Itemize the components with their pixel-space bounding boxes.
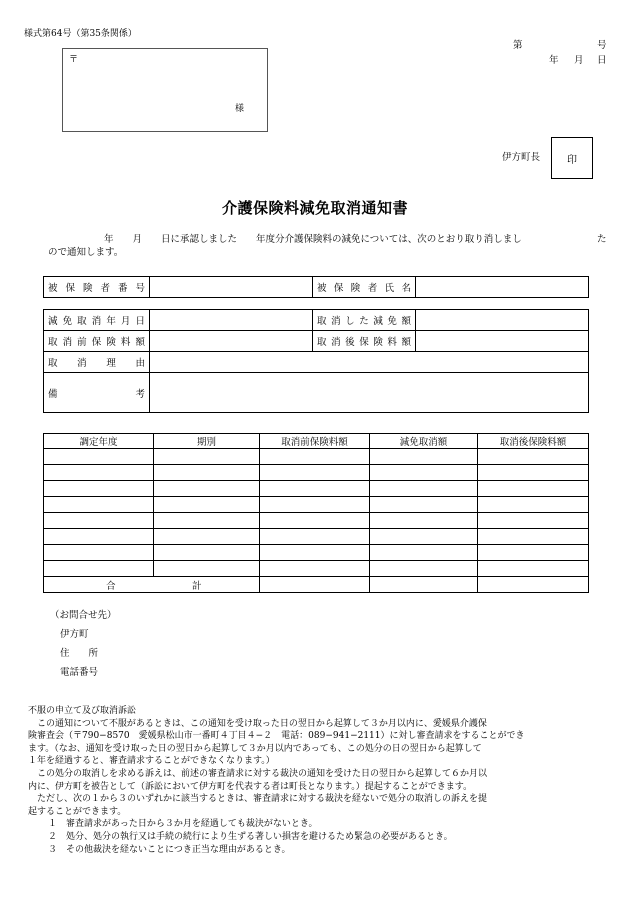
cell[interactable] bbox=[370, 513, 478, 529]
cell[interactable] bbox=[260, 465, 370, 481]
cell[interactable] bbox=[44, 529, 154, 545]
notice-p3-line1: ただし、次の１から３のいずれかに該当するときは、審査請求に対する裁決を経ないで処分の取消しの訴えを提 bbox=[37, 794, 488, 805]
contact-heading: （お問合せ先） bbox=[50, 610, 117, 621]
cell[interactable] bbox=[260, 561, 370, 577]
cell[interactable] bbox=[44, 497, 154, 513]
cell[interactable] bbox=[154, 513, 260, 529]
cell[interactable] bbox=[478, 529, 589, 545]
total-label-1: 合 bbox=[106, 581, 116, 592]
doc-date-month: 月 bbox=[574, 55, 584, 66]
table-row bbox=[44, 465, 589, 481]
cell[interactable] bbox=[478, 481, 589, 497]
header-reduction-cancel: 減免取消額 bbox=[370, 434, 478, 449]
cell[interactable] bbox=[478, 513, 589, 529]
cell[interactable] bbox=[44, 465, 154, 481]
notice-item-1: １ 審査請求があった日から３か月を経過しても裁決がないとき。 bbox=[48, 819, 318, 830]
notice-p1-line2: 険審査会（〒790−8570 愛媛県松山市一番町４丁目４−２ 電話：089−941−2111）に対し審査請求をすることができ bbox=[28, 731, 525, 742]
table-row bbox=[44, 561, 589, 577]
cell[interactable] bbox=[370, 465, 478, 481]
field-reason[interactable] bbox=[150, 352, 589, 373]
cell[interactable] bbox=[154, 545, 260, 561]
field-premium-before[interactable] bbox=[150, 331, 313, 352]
table-row bbox=[44, 529, 589, 545]
label-premium-after: 取消後保険料額 bbox=[313, 331, 416, 352]
insured-info-table bbox=[43, 276, 589, 298]
field-cancelled-reduction[interactable] bbox=[416, 310, 589, 331]
cell[interactable] bbox=[154, 449, 260, 465]
cell[interactable] bbox=[260, 513, 370, 529]
document-title: 介護保険料減免取消通知書 bbox=[221, 199, 408, 217]
cell[interactable] bbox=[370, 529, 478, 545]
notice-item-3: ３ その他裁決を経ないことにつき正当な理由があるとき。 bbox=[48, 844, 291, 855]
cell[interactable] bbox=[370, 449, 478, 465]
total-premium-after[interactable] bbox=[478, 577, 589, 593]
cell[interactable] bbox=[154, 481, 260, 497]
intro-line-1-tail: た bbox=[597, 234, 607, 245]
contact-town: 伊方町 bbox=[60, 629, 89, 640]
seal-box bbox=[551, 137, 593, 179]
table-row bbox=[44, 481, 589, 497]
field-cancel-date[interactable] bbox=[150, 310, 313, 331]
cell[interactable] bbox=[478, 497, 589, 513]
detail-table bbox=[43, 433, 589, 593]
table-row bbox=[44, 449, 589, 465]
label-cancelled-reduction: 取消した減免額 bbox=[313, 310, 416, 331]
cell[interactable] bbox=[44, 449, 154, 465]
label-insured-name: 被保険者氏名 bbox=[313, 277, 416, 298]
cell[interactable] bbox=[44, 545, 154, 561]
doc-number-go: 号 bbox=[597, 40, 607, 51]
cell[interactable] bbox=[478, 465, 589, 481]
cell[interactable] bbox=[260, 481, 370, 497]
cell[interactable] bbox=[44, 481, 154, 497]
cell[interactable] bbox=[44, 561, 154, 577]
appeal-notice bbox=[28, 705, 618, 856]
cell[interactable] bbox=[154, 561, 260, 577]
contact-address-label: 住 所 bbox=[60, 648, 99, 659]
issuer-name: 伊方町長 bbox=[502, 152, 541, 163]
cell[interactable] bbox=[260, 497, 370, 513]
notice-p3-line2: 起することができます。 bbox=[28, 806, 127, 817]
label-remarks: 備考 bbox=[44, 373, 150, 413]
notice-p1-line1: この通知について不服があるときは、この通知を受け取った日の翌日から起算して３か月以内に、愛媛県介護保 bbox=[37, 718, 487, 729]
header-period: 期別 bbox=[154, 434, 260, 449]
field-remarks[interactable] bbox=[150, 373, 589, 413]
field-premium-after[interactable] bbox=[416, 331, 589, 352]
header-premium-before: 取消前保険料額 bbox=[260, 434, 370, 449]
total-premium-before[interactable] bbox=[260, 577, 370, 593]
cell[interactable] bbox=[44, 513, 154, 529]
cell[interactable] bbox=[260, 449, 370, 465]
cell[interactable] bbox=[154, 497, 260, 513]
notice-item-2: ２ 処分、処分の執行又は手続の続行により生ずる著しい損害を避けるため緊急の必要があるとき。 bbox=[48, 831, 453, 842]
doc-date-day: 日 bbox=[597, 55, 607, 66]
postal-mark: 〒 bbox=[69, 55, 79, 65]
label-insured-number: 被保険者番号 bbox=[44, 277, 150, 298]
total-label-cell bbox=[44, 577, 260, 593]
cancellation-table bbox=[43, 309, 589, 413]
cell[interactable] bbox=[478, 449, 589, 465]
form-id: 様式第64号（第35条関係） bbox=[24, 29, 137, 39]
notice-p2-line2: 内に、伊方町を被告として（訴訟において伊方町を代表する者は町長となります。）提起することができます。 bbox=[28, 781, 473, 792]
total-label-2: 計 bbox=[192, 581, 202, 592]
cell[interactable] bbox=[370, 481, 478, 497]
cell[interactable] bbox=[478, 545, 589, 561]
seal-label: 印 bbox=[567, 154, 577, 166]
contact-phone-label: 電話番号 bbox=[60, 667, 99, 678]
intro-line-1: 年 月 日に承認しました 年度分介護保険料の減免については、次のとおり取り消しまし bbox=[104, 234, 522, 245]
address-box bbox=[62, 48, 268, 132]
label-premium-before: 取消前保険料額 bbox=[44, 331, 150, 352]
cell[interactable] bbox=[478, 561, 589, 577]
cell[interactable] bbox=[154, 465, 260, 481]
cell[interactable] bbox=[260, 545, 370, 561]
doc-date-year: 年 bbox=[549, 55, 559, 66]
cell[interactable] bbox=[260, 529, 370, 545]
label-cancel-date: 減免取消年月日 bbox=[44, 310, 150, 331]
cell[interactable] bbox=[370, 561, 478, 577]
notice-p2-line1: この処分の取消しを求める訴えは、前述の審査請求に対する裁決の通知を受けた日の翌日から起算して６か月以 bbox=[37, 768, 488, 779]
header-premium-after: 取消後保険料額 bbox=[478, 434, 589, 449]
table-row bbox=[44, 513, 589, 529]
field-insured-number[interactable] bbox=[150, 277, 313, 298]
intro-line-2: ので通知します。 bbox=[48, 247, 124, 258]
notice-p1-line3: ます。（なお、通知を受け取った日の翌日から起算して３か月以内であっても、この処分の日の翌日から起算して bbox=[28, 743, 482, 754]
notice-heading: 不服の申立て及び取消訴訟 bbox=[28, 706, 137, 716]
notice-p1-line4: １年を経過すると、審査請求することができなくなります。） bbox=[28, 756, 275, 767]
doc-number-dai: 第 bbox=[513, 40, 523, 51]
label-reason: 取消理由 bbox=[44, 352, 150, 373]
recipient-honorific: 様 bbox=[235, 104, 245, 114]
table-row bbox=[44, 497, 589, 513]
table-row bbox=[44, 545, 589, 561]
field-insured-name[interactable] bbox=[416, 277, 589, 298]
total-reduction-cancel[interactable] bbox=[370, 577, 478, 593]
cell[interactable] bbox=[370, 545, 478, 561]
cell[interactable] bbox=[154, 529, 260, 545]
header-fiscal-year: 調定年度 bbox=[44, 434, 154, 449]
cell[interactable] bbox=[370, 497, 478, 513]
total-row bbox=[44, 577, 589, 593]
